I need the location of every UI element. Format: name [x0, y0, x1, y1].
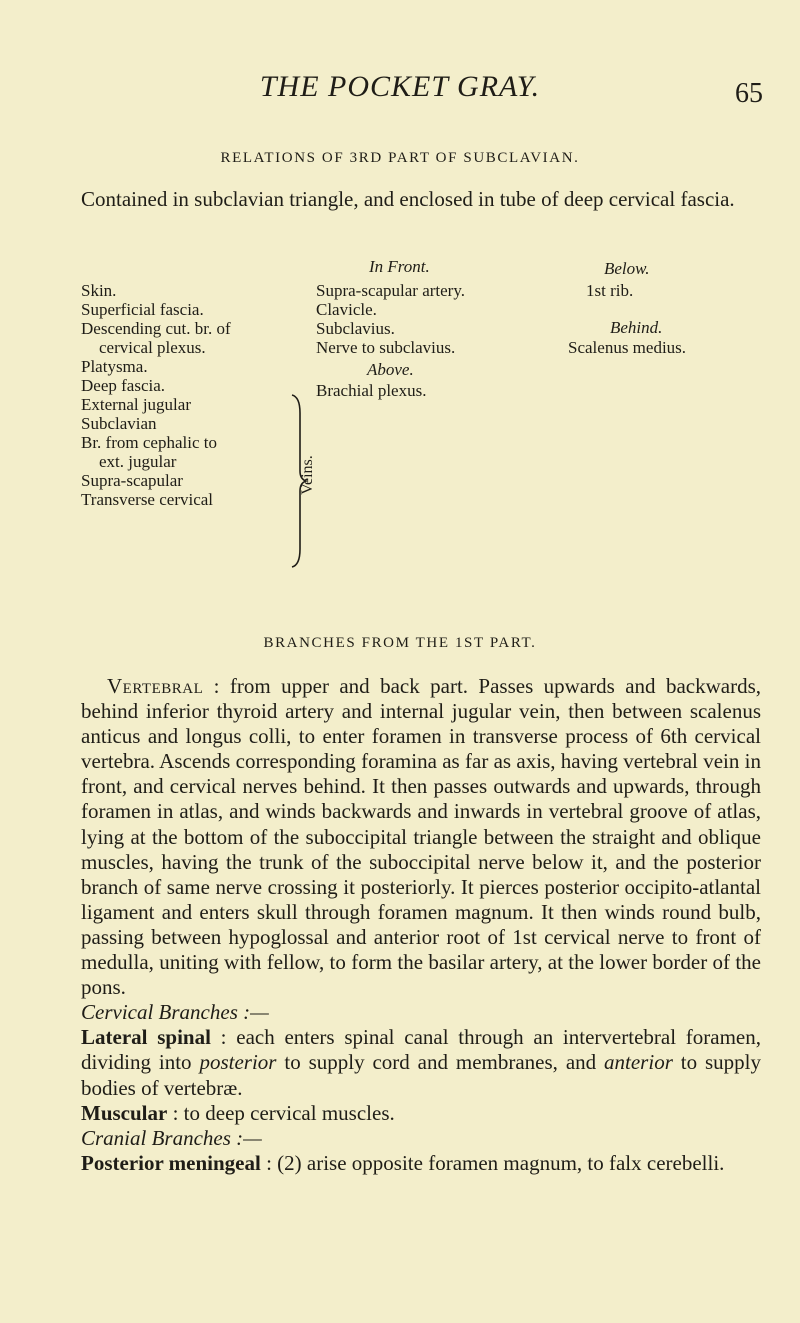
- muscular-paragraph: [81, 1101, 761, 1126]
- branches-heading: BRANCHES FROM THE 1ST PART.: [263, 635, 537, 651]
- behind-list: [568, 338, 686, 357]
- list-item: Deep fascia.: [81, 376, 166, 395]
- list-item: Transverse cervical: [81, 490, 214, 509]
- in-front-right-list: [316, 281, 465, 357]
- below-heading: Below.: [604, 259, 650, 278]
- lateral-spinal-em-a: posterior: [199, 1050, 277, 1075]
- above-list: [316, 381, 426, 400]
- running-title: THE POCKET GRAY.: [259, 70, 541, 103]
- list-item: 1st rib.: [586, 281, 634, 300]
- in-front-heading: In Front.: [369, 257, 430, 276]
- list-item: Subclavius.: [316, 319, 395, 338]
- list-item: Superficial fascia.: [81, 300, 204, 319]
- muscular-text: : to deep cervical muscles.: [172, 1100, 395, 1125]
- list-item: Scalenus medius.: [568, 338, 687, 357]
- list-item: cervical plexus.: [99, 338, 206, 357]
- list-item: ext. jugular: [99, 452, 177, 471]
- relations-heading: RELATIONS OF 3RD PART OF SUBCLAVIAN.: [220, 150, 580, 166]
- branches-body: [81, 674, 761, 1176]
- list-item: Supra-scapular artery.: [316, 281, 465, 300]
- list-item: Br. from cephalic to: [81, 433, 217, 452]
- cervical-branches-heading: Cervical Branches :—: [81, 1000, 269, 1025]
- list-item: Platysma.: [81, 357, 148, 376]
- lateral-spinal-term: Lateral spinal: [81, 1025, 211, 1050]
- muscular-term: Muscular: [81, 1100, 168, 1125]
- list-item: Brachial plexus.: [316, 381, 427, 400]
- cranial-branches-heading: Cranial Branches :—: [81, 1125, 262, 1150]
- list-item: Descending cut. br. of: [81, 319, 231, 338]
- lateral-spinal-text-c: to supply bodies of vertebræ.: [81, 1050, 761, 1100]
- in-front-left-list: [81, 281, 231, 509]
- above-heading: Above.: [367, 360, 414, 379]
- posterior-meningeal-term: Posterior meningeal: [81, 1150, 261, 1175]
- list-item: Skin.: [81, 281, 117, 300]
- lateral-spinal-text-b: to supply cord and membranes, and: [276, 1050, 605, 1075]
- behind-heading: Behind.: [610, 318, 663, 337]
- lateral-spinal-text-a: : each enters spinal canal through an intervertebral foramen, dividing into: [81, 1025, 761, 1075]
- lateral-spinal-em-b: anterior: [604, 1050, 673, 1075]
- list-item: Subclavian: [81, 414, 157, 433]
- posterior-meningeal-paragraph: [81, 1151, 761, 1176]
- vertebral-term: Vertebral: [107, 674, 204, 698]
- list-item: Nerve to subclavius.: [316, 338, 456, 357]
- relations-intro: Contained in subclavian triangle, and enclosed in tube of deep cervical fascia.: [81, 187, 735, 211]
- veins-label: Veins.: [299, 455, 316, 495]
- lateral-spinal-paragraph: [81, 1025, 761, 1100]
- posterior-meningeal-text: : (2) arise opposite foramen magnum, to falx cerebelli.: [266, 1150, 725, 1175]
- vertebral-paragraph: [81, 674, 761, 1000]
- page-number: 65: [735, 78, 763, 109]
- list-item: Clavicle.: [316, 300, 377, 319]
- vertebral-text: : from upper and back part. Passes upwards and backwards, behind inferior thyroid artery and internal jugular vein, then between scalenus anticus and longus colli, to enter foramen in transverse process of 6th cervical vertebra. Ascends corresponding foramina as far as axis, having vertebral vein in front, and cervical nerves behind. It then passes outwards and upwards, through foramen in atlas, and winds backwards and inwards in vertebral groove of atlas, lying at the bottom of the suboccipital triangle between the straight and oblique muscles, having the trunk of the suboccipital nerve below it, and the posterior branch of same nerve crossing it posteriorly. It pierces posterior occipito-atlantal ligament and enters skull through foramen magnum. It then winds round bulb, passing between hypoglossal and anterior root of 1st cervical nerve to front of medulla, uniting with fellow, to form the basilar artery, at the lower border of the pons.: [81, 674, 761, 1000]
- below-list: [586, 281, 633, 300]
- list-item: External jugular: [81, 395, 191, 414]
- list-item: Supra-scapular: [81, 471, 183, 490]
